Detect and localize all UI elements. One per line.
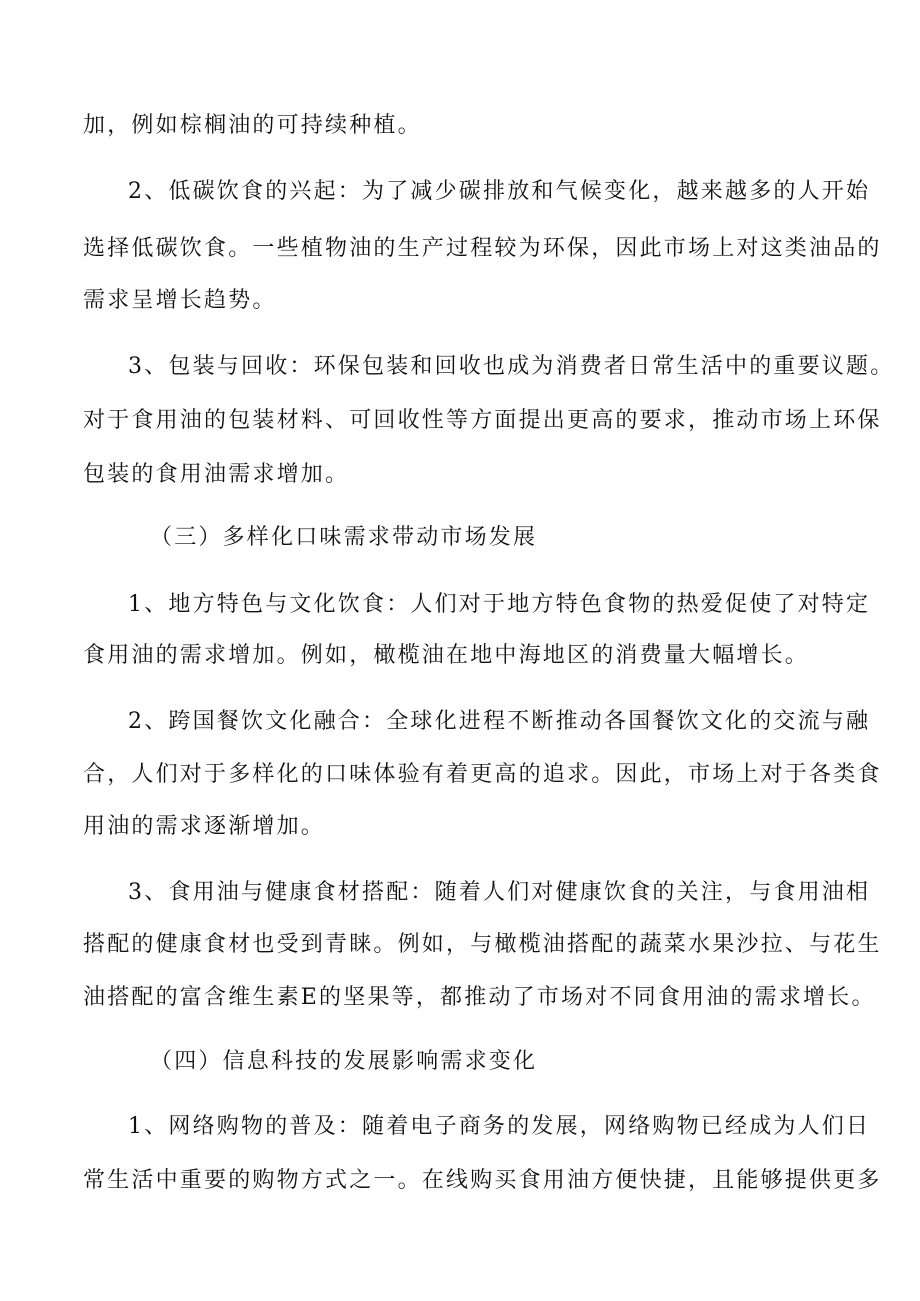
paragraph-line: 包装的食用油需求增加。 <box>83 462 350 487</box>
paragraph-line: 选择低碳饮食。一些植物油的生产过程较为环保，因此市场上对这类油品的 <box>83 236 882 261</box>
paragraph-line: 2、跨国餐饮文化融合：全球化进程不断推动各国餐饮文化的交流与融 <box>128 709 871 734</box>
paragraph-line: 对于食用油的包装材料、可回收性等方面提出更高的要求，推动市场上环保 <box>83 408 882 433</box>
paragraph-line: 1、地方特色与文化饮食：人们对于地方特色食物的热爱促使了对特定 <box>128 592 871 617</box>
paragraph-line: 油搭配的富含维生素E的坚果等，都推动了市场对不同食用油的需求增长。 <box>83 985 876 1010</box>
paragraph-line: 3、食用油与健康食材搭配：随着人们对健康饮食的关注，与食用油相 <box>128 880 871 905</box>
paragraph-line: 3、包装与回收：环保包装和回收也成为消费者日常生活中的重要议题。 <box>128 354 895 379</box>
section-heading: （三）多样化口味需求带动市场发展 <box>150 525 538 550</box>
paragraph-line: 食用油的需求增加。例如，橄榄油在地中海地区的消费量大幅增长。 <box>83 643 810 668</box>
paragraph-line: 常生活中重要的购物方式之一。在线购买食用油方便快捷，且能够提供更多 <box>83 1168 882 1193</box>
paragraph-line: 1、网络购物的普及：随着电子商务的发展，网络购物已经成为人们日 <box>128 1114 871 1139</box>
paragraph-line: 需求呈增长趋势。 <box>83 288 277 313</box>
paragraph-line: 合，人们对于多样化的口味体验有着更高的追求。因此，市场上对于各类食 <box>83 762 882 787</box>
section-heading: （四）信息科技的发展影响需求变化 <box>150 1049 538 1074</box>
paragraph-line: 2、低碳饮食的兴起：为了减少碳排放和气候变化，越来越多的人开始 <box>128 179 871 204</box>
paragraph-line: 用油的需求逐渐增加。 <box>83 814 326 839</box>
paragraph-line: 加，例如棕榈油的可持续种植。 <box>83 113 422 138</box>
paragraph-line: 搭配的健康食材也受到青睐。例如，与橄榄油搭配的蔬菜水果沙拉、与花生 <box>83 932 882 957</box>
